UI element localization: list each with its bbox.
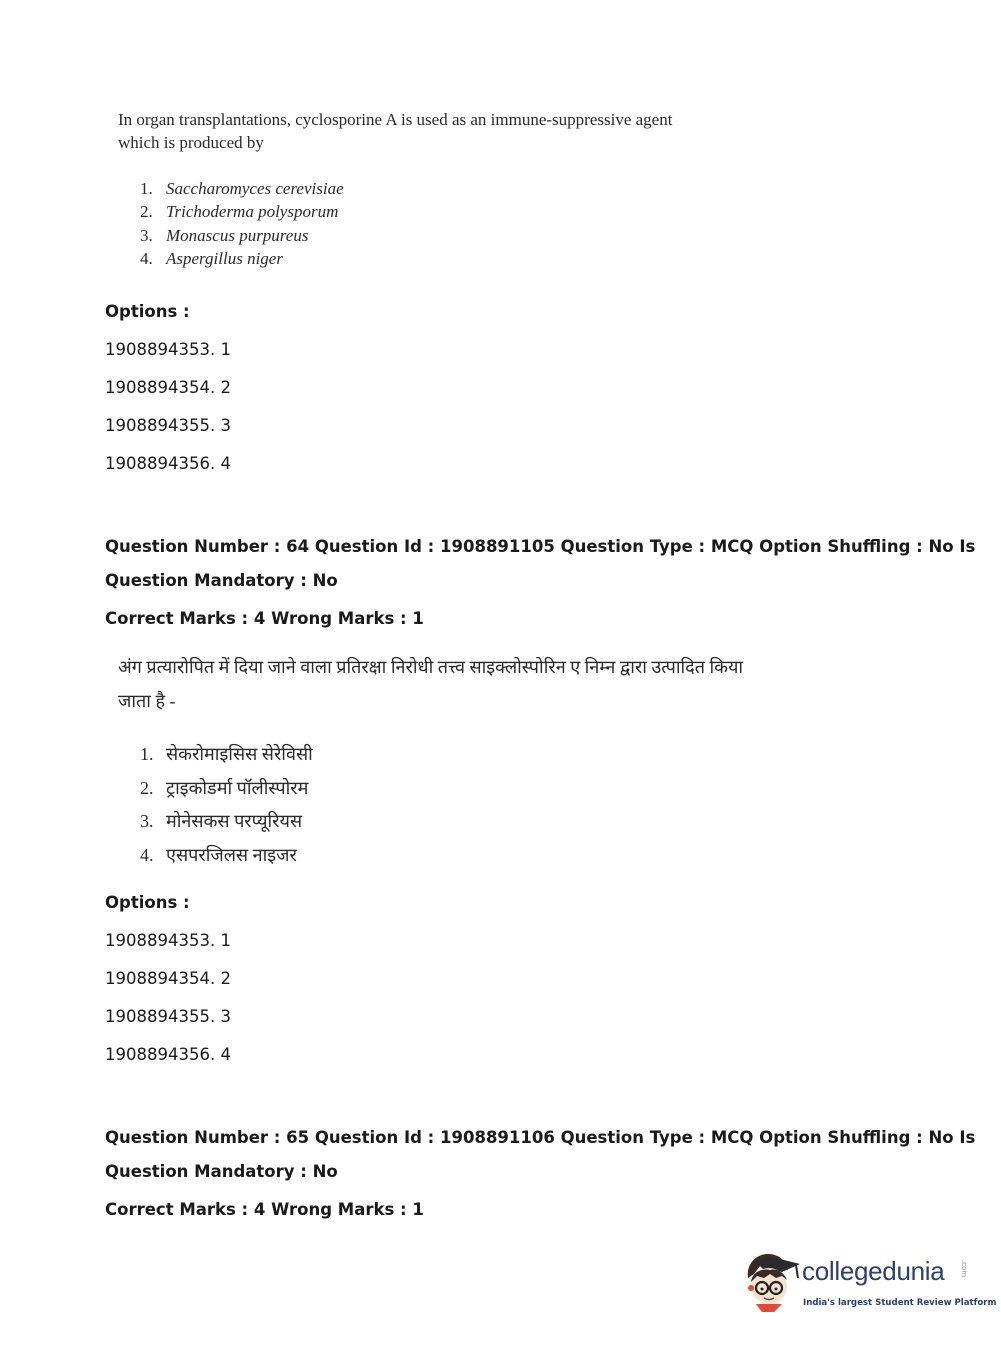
option-item: 1908894355. 3 bbox=[105, 1007, 231, 1026]
choice-item: 3. Monascus purpureus bbox=[140, 225, 309, 245]
choice-item: 1. Saccharomyces cerevisiae bbox=[140, 179, 344, 198]
question-65-marks: Correct Marks : 4 Wrong Marks : 1 bbox=[105, 1200, 424, 1219]
logo-wordmark: collegedunia bbox=[802, 1256, 945, 1286]
question-64-header: Question Number : 64 Question Id : 1908891105 Question Type : MCQ Option Shuffling : No Is bbox=[105, 537, 976, 556]
options-heading: Options : bbox=[105, 893, 190, 912]
question-64-choices bbox=[140, 738, 313, 872]
logo-domain-suffix: .com bbox=[960, 1260, 968, 1278]
question-64-text-hindi: अंग प्रत्यारोपित में दिया जाने वाला प्रतिरक्षा निरोधी तत्त्व साइक्लोस्पोरिन ए निम्न द्वारा उत्पादित किया जाता है - bbox=[118, 657, 744, 711]
logo-tagline: India's largest Student Review Platform bbox=[803, 1298, 997, 1308]
question-63-choices bbox=[140, 177, 344, 270]
option-item: 1908894354. 2 bbox=[105, 969, 231, 988]
option-item: 1908894353. 1 bbox=[105, 931, 231, 950]
mascot-icon bbox=[742, 1248, 802, 1314]
choice-item: 4. एसपरजिलस नाइजर bbox=[140, 844, 297, 865]
choice-item: 2. Trichoderma polysporum bbox=[140, 202, 339, 222]
question-65-mandatory: Question Mandatory : No bbox=[105, 1162, 338, 1181]
choice-item: 3. मोनेसकस परप्यूरियस bbox=[140, 811, 303, 831]
choice-item: 4. Aspergillus niger bbox=[140, 248, 283, 268]
option-item: 1908894353. 1 bbox=[105, 340, 231, 359]
option-item: 1908894356. 4 bbox=[105, 454, 231, 473]
collegedunia-logo bbox=[742, 1248, 997, 1320]
question-64-marks: Correct Marks : 4 Wrong Marks : 1 bbox=[105, 609, 424, 628]
option-item: 1908894355. 3 bbox=[105, 416, 231, 435]
options-heading: Options : bbox=[105, 302, 190, 321]
option-item: 1908894354. 2 bbox=[105, 378, 231, 397]
option-item: 1908894356. 4 bbox=[105, 1045, 231, 1064]
question-64-mandatory: Question Mandatory : No bbox=[105, 571, 338, 590]
choice-item: 1. सेकरोमाइसिस सेरेविसी bbox=[140, 744, 313, 764]
question-65-header: Question Number : 65 Question Id : 1908891106 Question Type : MCQ Option Shuffling : No Is bbox=[105, 1128, 976, 1147]
choice-item: 2. ट्राइकोडर्मा पॉलीस्पोरम bbox=[140, 777, 309, 798]
question-63-text: In organ transplantations, cyclosporine A is used as an immune-suppressive agent which is produced by bbox=[118, 110, 673, 152]
